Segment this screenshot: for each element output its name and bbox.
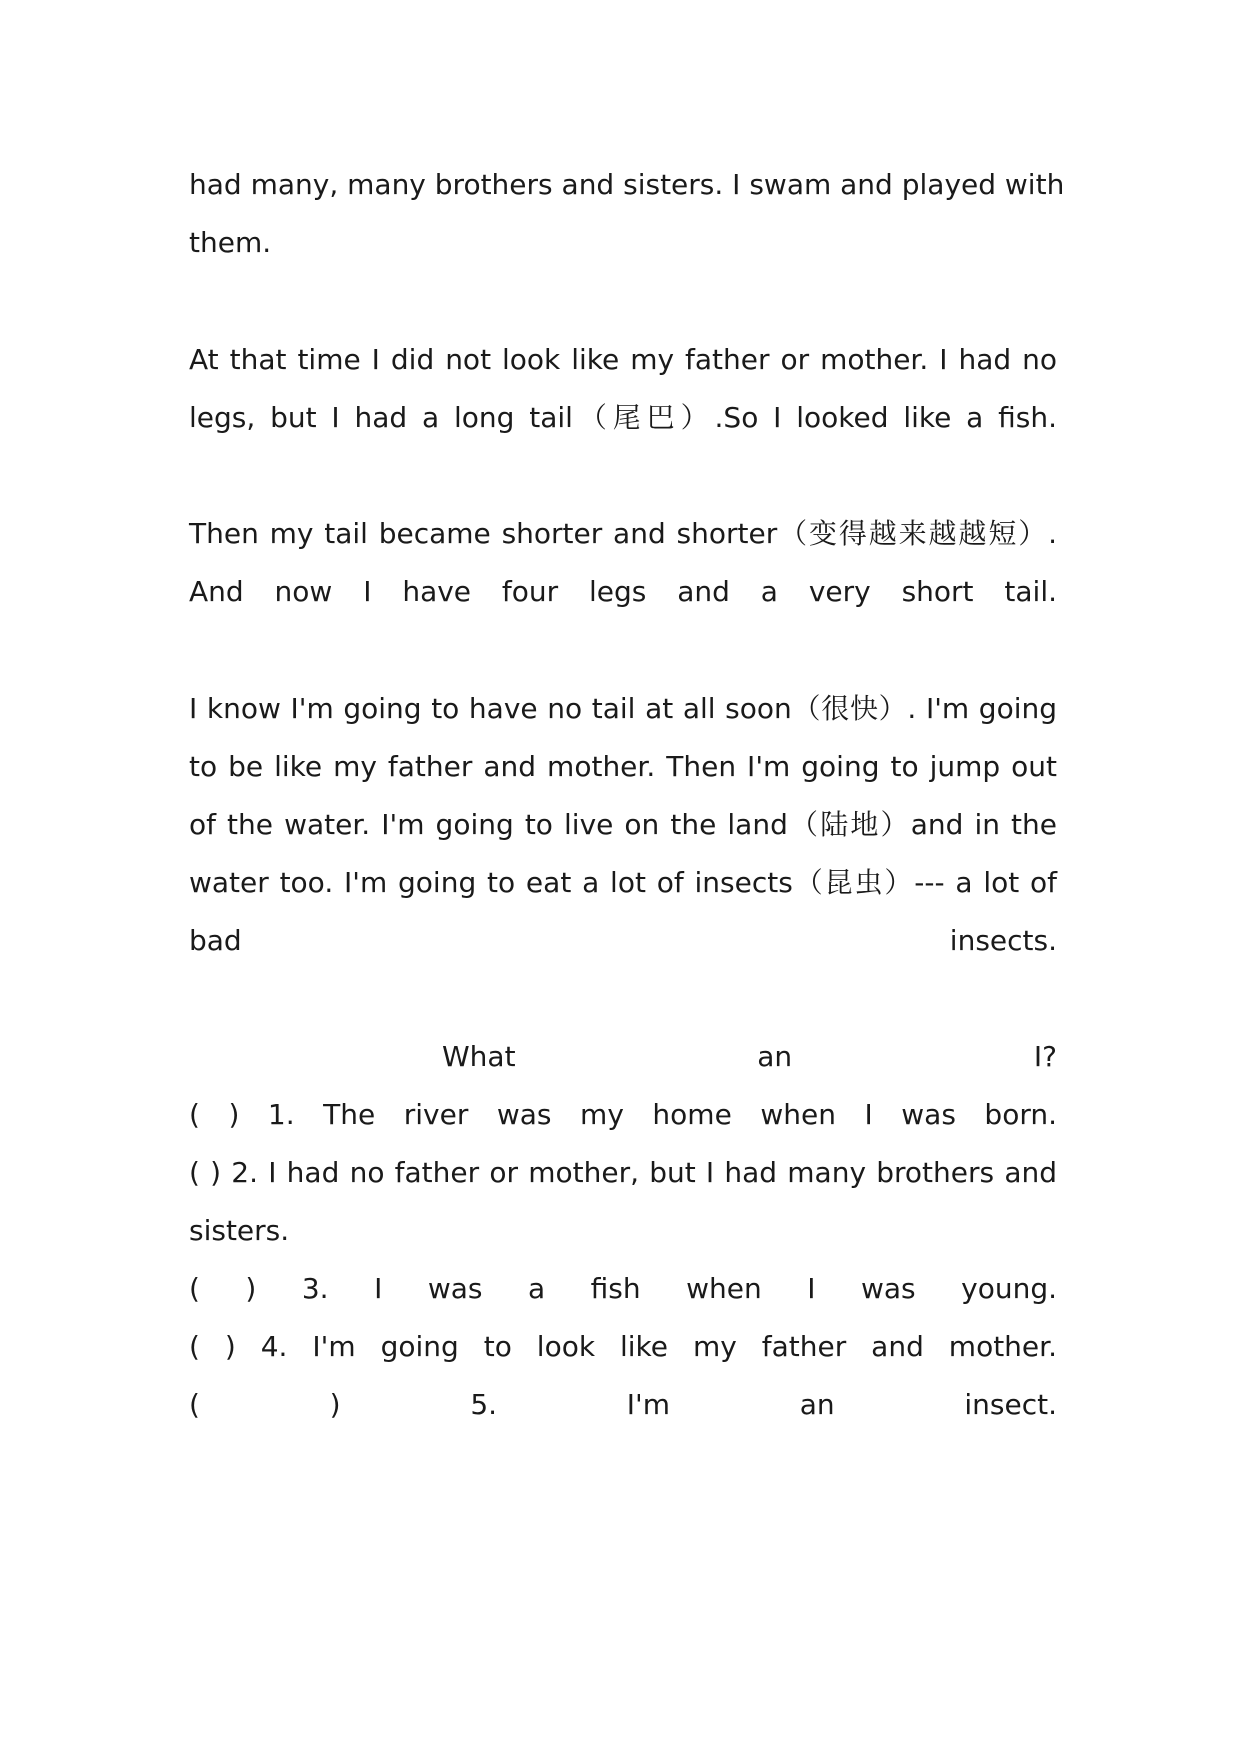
paragraph-4-line-3: of the water. I'm going to live on the land（陆地）and in the xyxy=(189,808,1057,841)
question-title: What an I? xyxy=(442,1040,1057,1073)
paragraph-4-line-5: bad insects. xyxy=(189,924,1057,957)
statement-5: ( ) 5. I'm an insect. xyxy=(189,1388,1057,1421)
paragraph-4-line-4: water too. I'm going to eat a lot of insects（昆虫）--- a lot of xyxy=(189,866,1057,899)
paragraph-1-line-2: them. xyxy=(189,226,272,259)
paragraph-3-line-2: And now I have four legs and a very short tail. xyxy=(189,575,1057,608)
paragraph-4-line-2: to be like my father and mother. Then I'm going to jump out xyxy=(189,750,1057,783)
statement-4: ( ) 4. I'm going to look like my father and mother. xyxy=(189,1330,1057,1363)
statement-3: ( ) 3. I was a fish when I was young. xyxy=(189,1272,1057,1305)
paragraph-3-line-1: Then my tail became shorter and shorter（变得越来越越短）. xyxy=(189,517,1057,550)
statement-2: ( ) 2. I had no father or mother, but I had many brothers and xyxy=(189,1156,1057,1189)
statement-2-continued: sisters. xyxy=(189,1214,290,1247)
paragraph-4-line-1: I know I'm going to have no tail at all soon（很快）. I'm going xyxy=(189,692,1057,725)
paragraph-2-line-2: legs, but I had a long tail（尾巴）.So I looked like a fish. xyxy=(189,401,1057,434)
paragraph-2-line-1: At that time I did not look like my father or mother. I had no xyxy=(189,343,1057,376)
statement-1: ( ) 1. The river was my home when I was born. xyxy=(189,1098,1057,1131)
paragraph-1-line-1: had many, many brothers and sisters. I swam and played with xyxy=(189,168,1065,201)
